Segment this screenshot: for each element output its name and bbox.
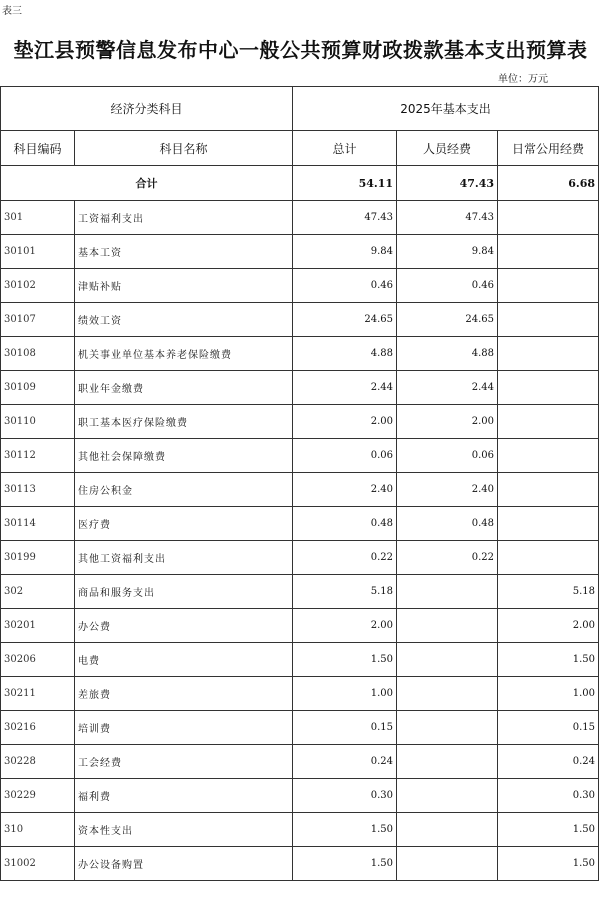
row-public [498, 541, 599, 575]
row-personnel: 0.22 [397, 541, 498, 575]
row-public [498, 303, 599, 337]
row-public: 1.00 [498, 677, 599, 711]
row-public: 1.50 [498, 813, 599, 847]
row-public [498, 337, 599, 371]
row-total: 2.44 [293, 371, 397, 405]
row-code: 30113 [1, 473, 75, 507]
unit-label: 单位：万元 [498, 74, 548, 85]
row-total: 1.50 [293, 847, 397, 881]
row-code: 30112 [1, 439, 75, 473]
row-public: 1.50 [498, 643, 599, 677]
table-row [1, 847, 599, 881]
row-personnel [397, 711, 498, 745]
header-group-row [1, 87, 599, 131]
row-name: 机关事业单位基本养老保险缴费 [75, 337, 293, 371]
total-label: 合计 [1, 166, 293, 201]
table-row [1, 235, 599, 269]
table-row [1, 507, 599, 541]
table-row [1, 643, 599, 677]
row-personnel: 2.00 [397, 405, 498, 439]
header-public: 日常公用经费 [498, 131, 599, 166]
row-code: 30114 [1, 507, 75, 541]
table-row [1, 303, 599, 337]
row-code: 30206 [1, 643, 75, 677]
table-row [1, 779, 599, 813]
row-name: 差旅费 [75, 677, 293, 711]
row-name: 绩效工资 [75, 303, 293, 337]
row-code: 30102 [1, 269, 75, 303]
row-personnel [397, 745, 498, 779]
total-personnel: 47.43 [397, 166, 498, 201]
table-row [1, 677, 599, 711]
header-basic-expenditure: 2025年基本支出 [293, 87, 599, 131]
row-total: 4.88 [293, 337, 397, 371]
row-total: 47.43 [293, 201, 397, 235]
table-row [1, 541, 599, 575]
row-name: 津贴补贴 [75, 269, 293, 303]
row-code: 30229 [1, 779, 75, 813]
row-name: 医疗费 [75, 507, 293, 541]
header-personnel: 人员经费 [397, 131, 498, 166]
row-total: 1.50 [293, 813, 397, 847]
row-total: 0.48 [293, 507, 397, 541]
row-personnel: 24.65 [397, 303, 498, 337]
row-total: 1.50 [293, 643, 397, 677]
total-row [1, 166, 599, 201]
row-total: 5.18 [293, 575, 397, 609]
row-code: 30109 [1, 371, 75, 405]
header-code: 科目编码 [1, 131, 75, 166]
table-row [1, 745, 599, 779]
row-public: 0.15 [498, 711, 599, 745]
table-row [1, 609, 599, 643]
row-name: 办公设备购置 [75, 847, 293, 881]
row-code: 30199 [1, 541, 75, 575]
page-title: 垫江县预警信息发布中心一般公共预算财政拨款基本支出预算表 [13, 38, 588, 62]
row-name: 资本性支出 [75, 813, 293, 847]
row-total: 0.22 [293, 541, 397, 575]
budget-table [0, 86, 599, 881]
row-public [498, 405, 599, 439]
row-total: 9.84 [293, 235, 397, 269]
row-code: 30101 [1, 235, 75, 269]
row-personnel: 9.84 [397, 235, 498, 269]
row-name: 培训费 [75, 711, 293, 745]
row-name: 职业年金缴费 [75, 371, 293, 405]
table-row [1, 269, 599, 303]
header-total: 总计 [293, 131, 397, 166]
table-row [1, 473, 599, 507]
row-total: 0.15 [293, 711, 397, 745]
row-public [498, 269, 599, 303]
total-sum: 54.11 [293, 166, 397, 201]
row-name: 福利费 [75, 779, 293, 813]
row-total: 2.00 [293, 609, 397, 643]
row-public [498, 473, 599, 507]
row-personnel [397, 847, 498, 881]
row-code: 30228 [1, 745, 75, 779]
row-personnel [397, 609, 498, 643]
table-row [1, 711, 599, 745]
row-name: 办公费 [75, 609, 293, 643]
row-public [498, 201, 599, 235]
row-personnel: 2.40 [397, 473, 498, 507]
row-public [498, 439, 599, 473]
row-name: 住房公积金 [75, 473, 293, 507]
row-personnel [397, 813, 498, 847]
row-name: 其他工资福利支出 [75, 541, 293, 575]
row-code: 310 [1, 813, 75, 847]
row-code: 30216 [1, 711, 75, 745]
row-personnel [397, 575, 498, 609]
row-total: 0.24 [293, 745, 397, 779]
row-total: 0.46 [293, 269, 397, 303]
row-public [498, 235, 599, 269]
row-code: 30107 [1, 303, 75, 337]
header-economic-category: 经济分类科目 [1, 87, 293, 131]
row-code: 31002 [1, 847, 75, 881]
row-total: 1.00 [293, 677, 397, 711]
row-name: 电费 [75, 643, 293, 677]
table-row [1, 371, 599, 405]
row-name: 商品和服务支出 [75, 575, 293, 609]
row-public: 1.50 [498, 847, 599, 881]
row-code: 302 [1, 575, 75, 609]
row-name: 工会经费 [75, 745, 293, 779]
row-public: 2.00 [498, 609, 599, 643]
header-column-row [1, 131, 599, 166]
row-personnel: 4.88 [397, 337, 498, 371]
total-public: 6.68 [498, 166, 599, 201]
row-code: 301 [1, 201, 75, 235]
row-total: 24.65 [293, 303, 397, 337]
row-personnel: 0.06 [397, 439, 498, 473]
row-total: 2.00 [293, 405, 397, 439]
row-total: 0.06 [293, 439, 397, 473]
table-row [1, 439, 599, 473]
row-public: 0.24 [498, 745, 599, 779]
row-personnel: 0.48 [397, 507, 498, 541]
row-personnel: 0.46 [397, 269, 498, 303]
row-total: 2.40 [293, 473, 397, 507]
sheet-label: 表三 [2, 6, 22, 17]
row-public: 5.18 [498, 575, 599, 609]
table-row [1, 813, 599, 847]
table-row [1, 201, 599, 235]
row-personnel [397, 779, 498, 813]
table-row [1, 337, 599, 371]
row-code: 30201 [1, 609, 75, 643]
row-code: 30110 [1, 405, 75, 439]
row-total: 0.30 [293, 779, 397, 813]
row-personnel: 2.44 [397, 371, 498, 405]
row-public [498, 371, 599, 405]
row-public: 0.30 [498, 779, 599, 813]
table-row [1, 405, 599, 439]
row-public [498, 507, 599, 541]
row-name: 基本工资 [75, 235, 293, 269]
row-code: 30211 [1, 677, 75, 711]
row-name: 职工基本医疗保险缴费 [75, 405, 293, 439]
row-personnel [397, 643, 498, 677]
header-name: 科目名称 [75, 131, 293, 166]
row-personnel: 47.43 [397, 201, 498, 235]
row-code: 30108 [1, 337, 75, 371]
table-row [1, 575, 599, 609]
row-name: 工资福利支出 [75, 201, 293, 235]
row-personnel [397, 677, 498, 711]
row-name: 其他社会保障缴费 [75, 439, 293, 473]
